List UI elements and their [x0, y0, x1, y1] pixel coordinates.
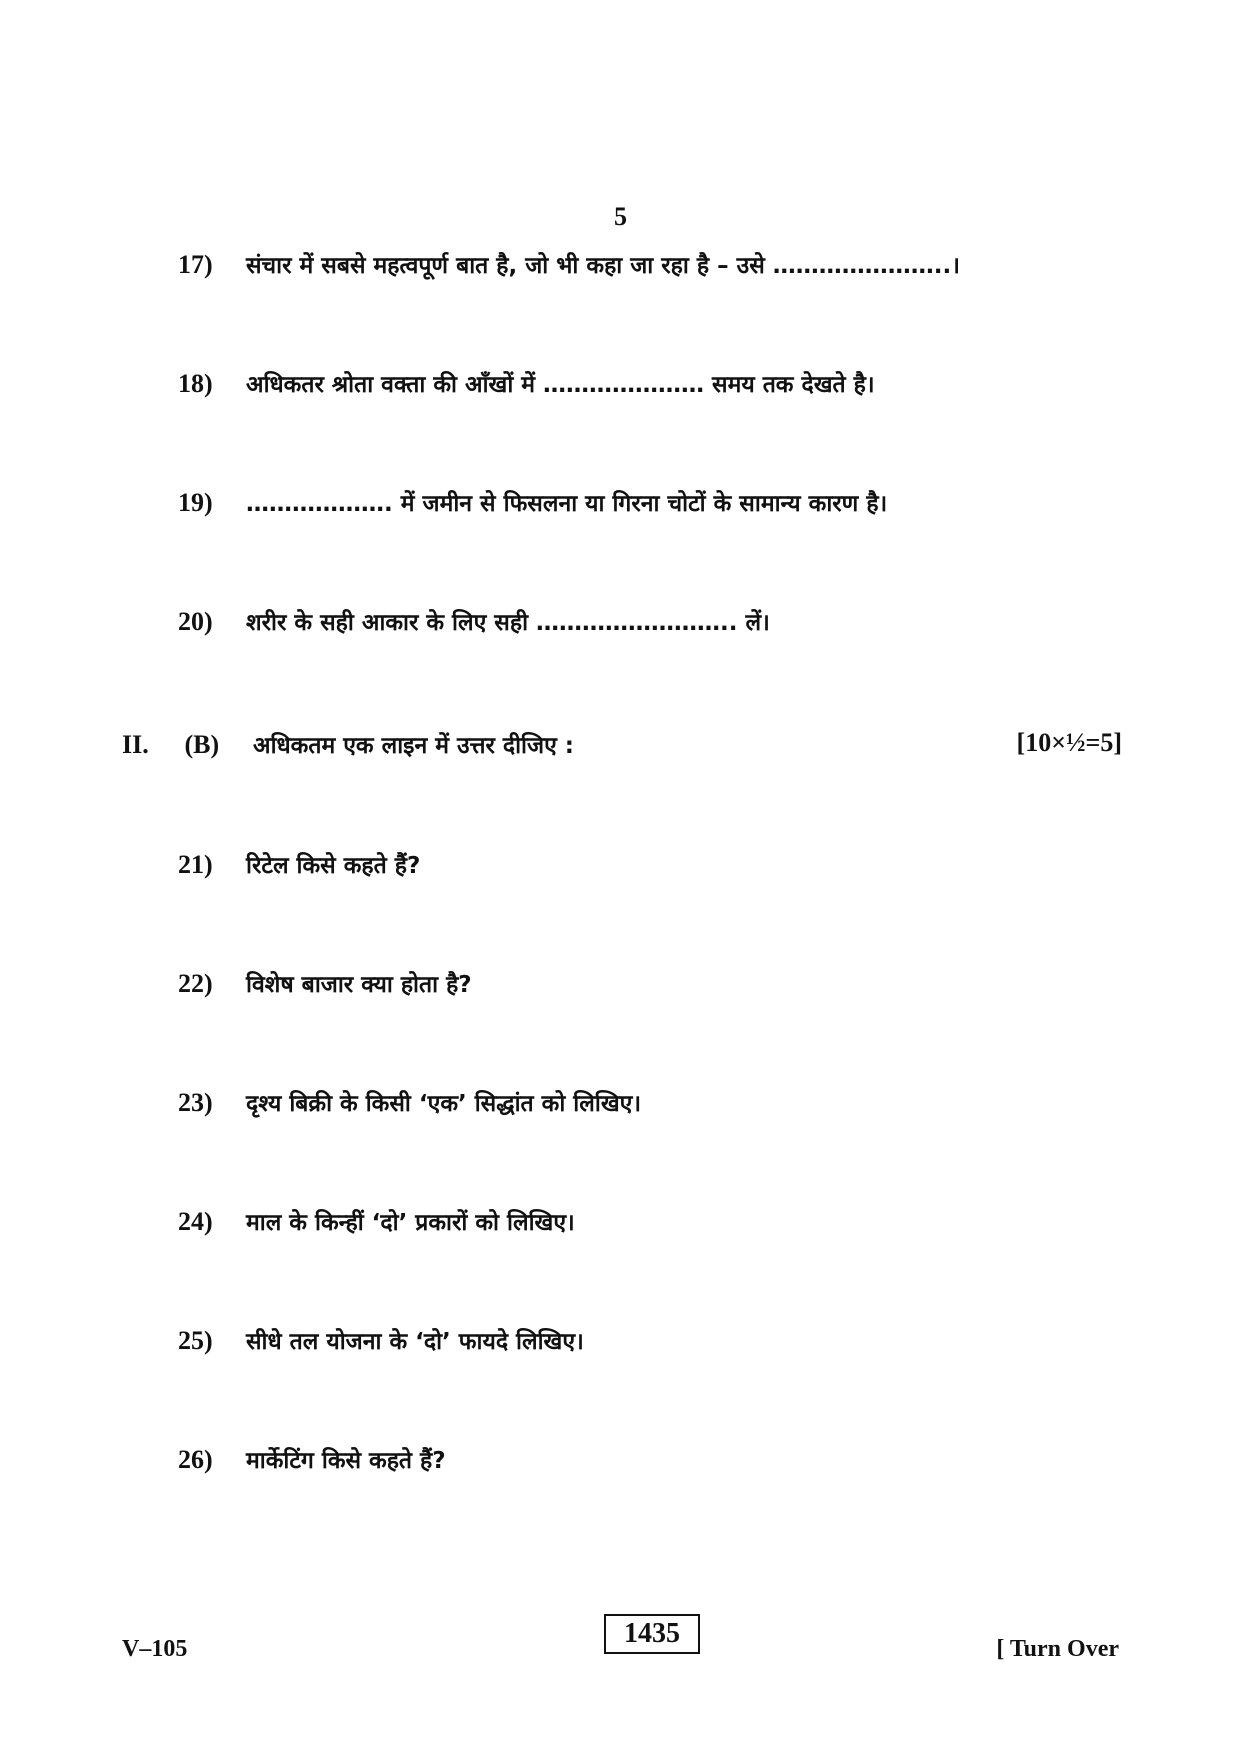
question-number: 18)	[178, 369, 213, 398]
footer-paper-code: V–105	[122, 1636, 188, 1662]
question-text: मार्केटिंग किसे कहते हैं?	[246, 1448, 446, 1474]
question-number: 25)	[178, 1326, 213, 1355]
question-22	[178, 967, 1138, 999]
question-number: 19)	[178, 488, 213, 517]
question-19	[178, 486, 1138, 518]
question-number: 17)	[178, 250, 213, 279]
question-text: अधिकतर श्रोता वक्ता की आँखों में ………………… समय तक देखते है।	[246, 372, 875, 398]
question-number: 20)	[178, 607, 213, 636]
question-text: रिटेल किसे कहते हैं?	[246, 853, 421, 879]
question-26	[178, 1443, 1138, 1475]
question-number: 26)	[178, 1445, 213, 1474]
question-number: 22)	[178, 969, 213, 998]
section-heading	[122, 728, 1122, 760]
question-text: संचार में सबसे महत्वपूर्ण बात है, जो भी कहा जा रहा है – उसे …………………..।	[246, 253, 960, 279]
question-number: 23)	[178, 1088, 213, 1117]
question-number: 24)	[178, 1207, 213, 1236]
question-text: शरीर के सही आकार के लिए सही …………………….. लें।	[246, 610, 770, 636]
footer-turn-over: [ Turn Over	[996, 1636, 1119, 1662]
question-23	[178, 1086, 1138, 1118]
section-instruction: अधिकतम एक लाइन में उत्तर दीजिए :	[253, 733, 575, 759]
section-marks: [10×½=5]	[1016, 728, 1122, 757]
question-25	[178, 1324, 1138, 1356]
question-24	[178, 1205, 1138, 1237]
question-20	[178, 605, 1138, 637]
footer-boxed-number: 1435	[604, 1614, 700, 1654]
question-number: 21)	[178, 850, 213, 879]
question-text: सीधे तल योजना के ‘दो’ फायदे लिखिए।	[246, 1329, 584, 1355]
question-18	[178, 367, 1138, 399]
page-number: 5	[614, 202, 627, 231]
section-number: II.	[122, 730, 149, 759]
question-text: विशेष बाजार क्या होता है?	[246, 972, 472, 998]
question-21	[178, 848, 1138, 880]
question-text: दृश्य बिक्री के किसी ‘एक’ सिद्धांत को लिखिए।	[246, 1091, 642, 1117]
question-text: ………………. में जमीन से फिसलना या गिरना चोटों के सामान्य कारण है।	[246, 491, 888, 517]
question-17	[178, 248, 1138, 280]
section-sub: (B)	[184, 730, 220, 759]
question-text: माल के किन्हीं ‘दो’ प्रकारों को लिखिए।	[246, 1210, 575, 1236]
